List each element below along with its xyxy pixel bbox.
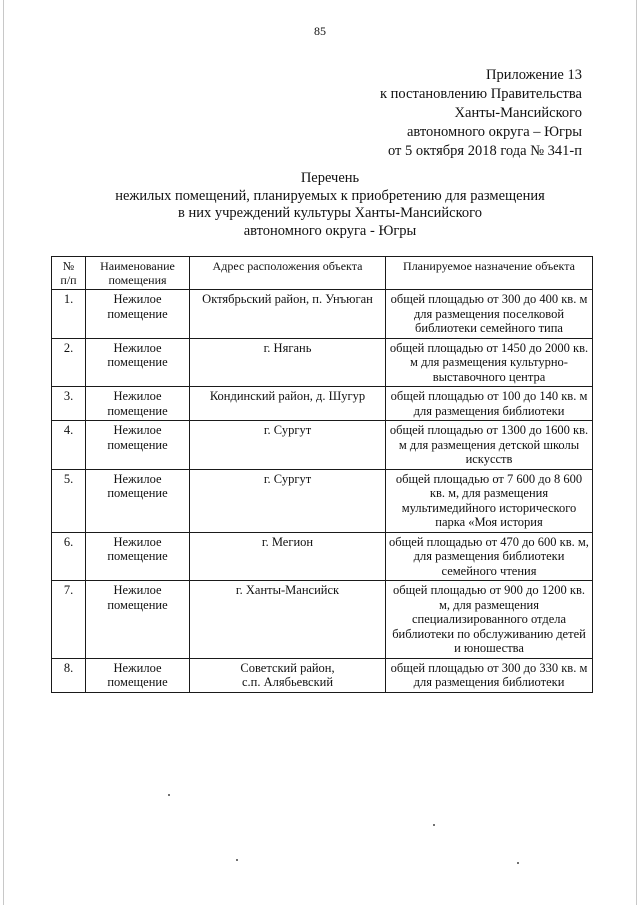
cell-number: 8. xyxy=(52,658,86,692)
header-number-line1: № xyxy=(62,259,75,273)
header-purpose: Планируемое назначение объекта xyxy=(386,257,593,290)
document-title xyxy=(60,170,600,240)
cell-address: Кондинский район, д. Шугур xyxy=(190,387,386,421)
cell-name: Нежилое помещение xyxy=(86,290,190,339)
title-line: в них учреждений культуры Ханты-Мансийского xyxy=(177,205,483,221)
cell-address-line: с.п. Алябьевский xyxy=(241,675,334,689)
scan-right-edge xyxy=(636,0,637,905)
scan-speck xyxy=(433,824,435,826)
table-row xyxy=(52,658,593,692)
table-row xyxy=(52,290,593,339)
cell-purpose: общей площадью от 900 до 1200 кв. м, для размещения специализированного отдела библиотеки по обслуживанию детей и юношества xyxy=(386,581,593,659)
header-address: Адрес расположения объекта xyxy=(190,257,386,290)
cell-name: Нежилое помещение xyxy=(86,532,190,581)
header-number-line2: п/п xyxy=(60,273,77,287)
table-row xyxy=(52,469,593,532)
appendix-line: автономного округа – Югры xyxy=(406,124,582,140)
cell-address xyxy=(190,658,386,692)
cell-number: 3. xyxy=(52,387,86,421)
cell-number: 2. xyxy=(52,338,86,387)
scan-speck xyxy=(236,859,238,861)
cell-number: 1. xyxy=(52,290,86,339)
header-name: Наименование помещения xyxy=(86,257,190,290)
cell-address: г. Сургут xyxy=(190,469,386,532)
table-row xyxy=(52,387,593,421)
cell-purpose: общей площадью от 300 до 400 кв. м для размещения поселковой библиотеки семейного типа xyxy=(386,290,593,339)
title-line: Перечень xyxy=(300,170,360,186)
cell-purpose: общей площадью от 1450 до 2000 кв. м для размещения культурно-выставочного центра xyxy=(386,338,593,387)
scan-speck xyxy=(168,794,170,796)
premises-table xyxy=(51,256,593,693)
cell-name: Нежилое помещение xyxy=(86,469,190,532)
header-number xyxy=(52,257,86,290)
table-row xyxy=(52,532,593,581)
appendix-line: от 5 октября 2018 года № 341-п xyxy=(387,143,582,159)
cell-address-line: Советский район, xyxy=(240,660,335,675)
cell-address: г. Нягань xyxy=(190,338,386,387)
cell-number: 7. xyxy=(52,581,86,659)
page-number: 85 xyxy=(314,24,326,38)
cell-name: Нежилое помещение xyxy=(86,658,190,692)
appendix-line: Ханты-Мансийского xyxy=(454,105,582,121)
appendix-line: Приложение 13 xyxy=(486,67,582,83)
table-row xyxy=(52,421,593,470)
cell-address: г. Сургут xyxy=(190,421,386,470)
table-header-row xyxy=(52,257,593,290)
table-row xyxy=(52,581,593,659)
cell-number: 4. xyxy=(52,421,86,470)
table-row xyxy=(52,338,593,387)
cell-number: 6. xyxy=(52,532,86,581)
title-line: автономного округа - Югры xyxy=(243,222,417,239)
appendix-block xyxy=(380,66,582,161)
appendix-line: к постановлению Правительства xyxy=(380,86,582,102)
cell-number: 5. xyxy=(52,469,86,532)
cell-purpose: общей площадью от 100 до 140 кв. м для размещения библиотеки xyxy=(386,387,593,421)
cell-address: г. Мегион xyxy=(190,532,386,581)
cell-purpose: общей площадью от 7 600 до 8 600 кв. м, для размещения мультимедийного исторического парка «Моя история xyxy=(386,469,593,532)
cell-purpose: общей площадью от 1300 до 1600 кв. м для размещения детской школы искусств xyxy=(386,421,593,470)
cell-address: Октябрьский район, п. Унъюган xyxy=(190,290,386,339)
cell-name: Нежилое помещение xyxy=(86,581,190,659)
cell-name: Нежилое помещение xyxy=(86,421,190,470)
scan-speck xyxy=(517,862,519,864)
cell-purpose: общей площадью от 300 до 330 кв. м для размещения библиотеки xyxy=(386,658,593,692)
title-line: нежилых помещений, планируемых к приобретению для размещения xyxy=(115,187,545,204)
cell-purpose: общей площадью от 470 до 600 кв. м, для размещения библиотеки семейного чтения xyxy=(386,532,593,581)
cell-name: Нежилое помещение xyxy=(86,338,190,387)
scan-left-edge xyxy=(3,0,4,905)
cell-address: г. Ханты-Мансийск xyxy=(190,581,386,659)
cell-name: Нежилое помещение xyxy=(86,387,190,421)
